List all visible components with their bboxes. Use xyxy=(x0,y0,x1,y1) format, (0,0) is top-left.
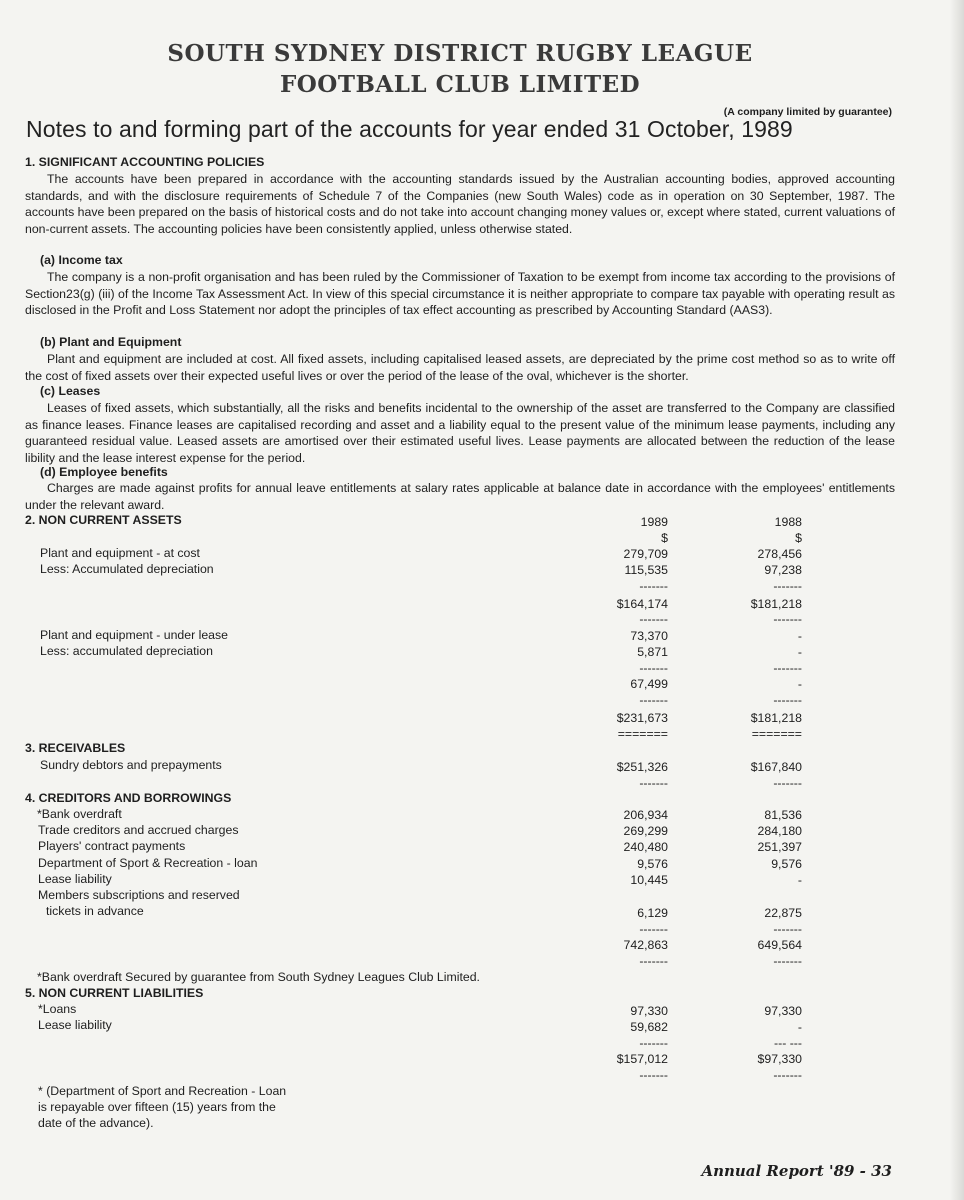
rule: ------- xyxy=(639,1036,668,1050)
section-3-heading: 3. RECEIVABLES xyxy=(25,741,126,755)
loan-note-line-1: * (Department of Sport and Recreation - Loan xyxy=(38,1084,287,1098)
value-1989: 59,682 xyxy=(630,1020,668,1034)
total-1988: 649,564 xyxy=(757,938,802,952)
row-label: Plant and equipment - at cost xyxy=(40,546,200,560)
leases-text: Leases of fixed assets, which substantially, all the risks and benefits incidental to the ownership of the asset are transferred to the Company are classified as finance leases. Finance leases are capitalised recording and asset and a liability equal to the present value of the minimum lease payments, including any guaranteed residual value. Leased assets are amortised over their estimated useful lives. Lease payments are allocated between the reduction of the lease libility and the lease interest expense for the period. xyxy=(25,401,895,465)
rule: ------- xyxy=(639,579,668,593)
income-tax-text: The company is a non-profit organisation and has been ruled by the Commissioner of Taxation to be exempt from income tax according to the provisions of Section23(g) (iii) of the Income Tax Assessment Act. In view of this special circumstance it is neither appropriate to compare tax payable with operating result as disclosed in the Profit and Loss Statement nor adopt the principles of tax effect accounting as prescribed by Accounting Standard (AAS3). xyxy=(25,270,895,317)
rule: ------- xyxy=(639,612,668,626)
section-5-heading: 5. NON CURRENT LIABILITIES xyxy=(25,986,204,1000)
total-1989: 742,863 xyxy=(623,938,668,952)
value-1989: 10,445 xyxy=(630,873,668,887)
row-label: Lease liability xyxy=(38,1018,112,1032)
page-edge xyxy=(950,0,964,1200)
rule: ------- xyxy=(639,776,668,790)
subtotal-1989: $164,174 xyxy=(616,597,668,611)
row-label: Sundry debtors and prepayments xyxy=(40,758,222,772)
employee-benefits-text: Charges are made against profits for annual leave entitlements at salary rates applicable at balance date in accordance with the employees' entitlements under the relevant award. xyxy=(25,481,895,512)
double-rule: ======= xyxy=(751,727,802,741)
row-label: Department of Sport & Recreation - loan xyxy=(38,856,258,870)
value-1988: 251,397 xyxy=(757,840,802,854)
rule: ------- xyxy=(773,922,802,936)
value-1989: 5,871 xyxy=(637,645,668,659)
leases-heading: (c) Leases xyxy=(40,384,101,398)
value-1989: 73,370 xyxy=(630,629,668,643)
value-1989: 206,934 xyxy=(623,808,668,822)
rule: ------- xyxy=(773,579,802,593)
row-label: Trade creditors and accrued charges xyxy=(38,823,239,837)
value-1989: 240,480 xyxy=(623,840,668,854)
row-label: Plant and equipment - under lease xyxy=(40,628,228,642)
row-label: Less: Accumulated depreciation xyxy=(40,562,214,576)
value-1988: 81,536 xyxy=(764,808,802,822)
row-label: Players' contract payments xyxy=(38,839,186,853)
subtotal-1989: 67,499 xyxy=(630,677,668,691)
row-label: Members subscriptions and reserved xyxy=(38,888,240,902)
row-label: Lease liability xyxy=(38,872,112,886)
value-1989: 279,709 xyxy=(623,547,668,561)
rule: ------- xyxy=(773,661,802,675)
double-rule: ======= xyxy=(617,727,668,741)
company-subtitle: (A company limited by guarantee) xyxy=(723,106,892,118)
page-title: Notes to and forming part of the accounts for year ended 31 October, 1989 xyxy=(26,116,793,142)
row-label: *Bank overdraft xyxy=(37,807,122,821)
section-4-heading: 4. CREDITORS AND BORROWINGS xyxy=(25,791,232,805)
value-1988: - xyxy=(797,1020,802,1034)
rule: --- --- xyxy=(774,1036,802,1050)
employee-benefits-heading: (d) Employee benefits xyxy=(40,465,168,479)
value-1989: 9,576 xyxy=(637,857,668,871)
loan-note-line-3: date of the advance). xyxy=(38,1116,154,1130)
rule: ------- xyxy=(639,661,668,675)
subtotal-1988: - xyxy=(797,677,802,691)
total-1988: $181,218 xyxy=(750,711,802,725)
plant-equipment-text: Plant and equipment are included at cost. All fixed assets, including capitalised leased assets, are depreciated by the prime cost method so as to write off the cost of fixed assets over their expected useful lives or over the period of the lease of the oval, whichever is the shorter. xyxy=(25,352,895,383)
rule: ------- xyxy=(639,922,668,936)
value-1989: 269,299 xyxy=(623,824,668,838)
value-1988: 9,576 xyxy=(771,857,802,871)
section-1-intro: The accounts have been prepared in accordance with the accounting standards issued by the Australian accounting bodies, approved accounting standards, and with the disclosure requirements of Schedule 7 of the Companies (new South Wales) code as in operation on 30 September, 1987. The accounts have been prepared on the basis of historical costs and do not take into account changing money values or, except where stated, current valuations of non-current assets. The accounting policies have been consistently applied, unless otherwise stated. xyxy=(25,172,895,236)
rule: ------- xyxy=(773,693,802,707)
value-1989: 115,535 xyxy=(624,563,668,577)
value-1988: - xyxy=(797,873,802,887)
loan-note-line-2: is repayable over fifteen (15) years from the xyxy=(38,1100,276,1114)
income-tax-heading: (a) Income tax xyxy=(40,253,123,267)
value-1988: $167,840 xyxy=(750,760,802,774)
section-1-heading: 1. SIGNIFICANT ACCOUNTING POLICIES xyxy=(25,155,265,169)
subtotal-1988: $181,218 xyxy=(750,597,802,611)
value-1988: - xyxy=(797,645,802,659)
rule: ------- xyxy=(773,612,802,626)
rule: ------- xyxy=(773,776,802,790)
rule: ------- xyxy=(639,693,668,707)
page-footer: Annual Report '89 - 33 xyxy=(701,1162,892,1180)
total-1988: $97,330 xyxy=(757,1052,802,1066)
value-1989: 6,129 xyxy=(637,906,668,920)
currency-1989: $ xyxy=(661,531,668,545)
value-1989: $251,326 xyxy=(616,760,668,774)
total-1989: $157,012 xyxy=(616,1052,668,1066)
club-name-line-2: FOOTBALL CLUB LIMITED xyxy=(279,71,641,98)
value-1988: 278,456 xyxy=(757,547,802,561)
rule: ------- xyxy=(639,954,668,968)
value-1988: 284,180 xyxy=(757,824,802,838)
rule: ------- xyxy=(773,954,802,968)
row-label-continued: tickets in advance xyxy=(46,904,144,918)
value-1988: 97,330 xyxy=(764,1004,802,1018)
row-label: *Loans xyxy=(38,1002,77,1016)
year-1989-header: 1989 xyxy=(640,515,668,529)
bank-overdraft-footnote: *Bank overdraft Secured by guarantee from South Sydney Leagues Club Limited. xyxy=(37,970,480,984)
rule: ------- xyxy=(639,1068,668,1082)
section-2-heading: 2. NON CURRENT ASSETS xyxy=(25,513,182,527)
value-1988: 22,875 xyxy=(764,906,802,920)
value-1988: 97,238 xyxy=(764,563,802,577)
year-1988-header: 1988 xyxy=(774,515,802,529)
value-1989: 97,330 xyxy=(630,1004,668,1018)
total-1989: $231,673 xyxy=(616,711,668,725)
value-1988: - xyxy=(797,629,802,643)
club-name-line-1: SOUTH SYDNEY DISTRICT RUGBY LEAGUE xyxy=(167,40,753,67)
row-label: Less: accumulated depreciation xyxy=(40,644,213,658)
plant-equipment-heading: (b) Plant and Equipment xyxy=(40,335,182,349)
currency-1988: $ xyxy=(795,531,802,545)
rule: ------- xyxy=(773,1068,802,1082)
